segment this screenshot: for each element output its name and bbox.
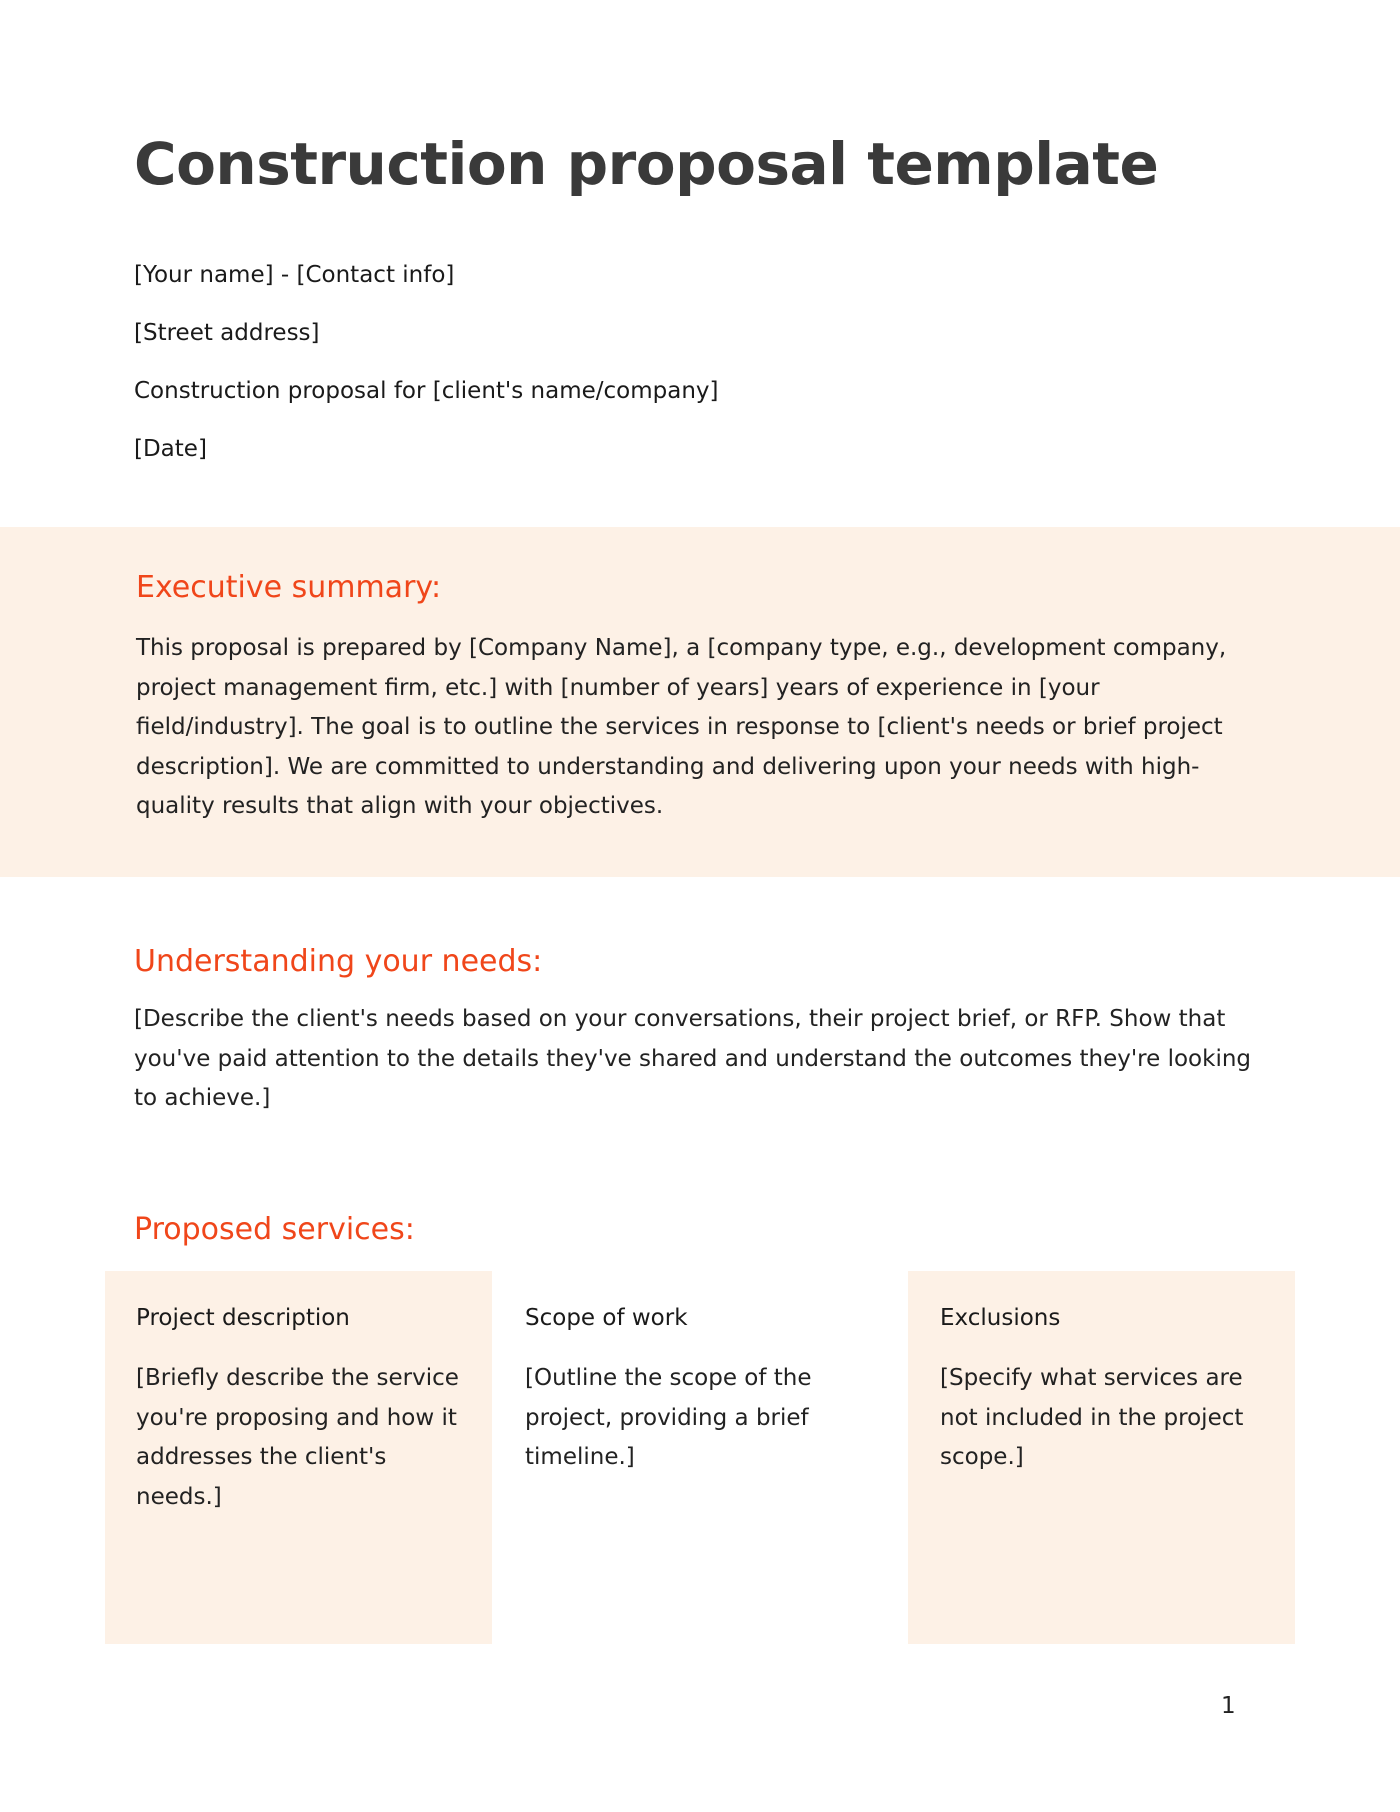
service-column-title: Exclusions [940, 1305, 1061, 1331]
proposed-services-heading: Proposed services: [134, 1212, 415, 1247]
name-contact-line: [Your name] - [Contact info] [134, 262, 455, 288]
service-column-project-description [105, 1271, 492, 1644]
service-column-body: [Briefly describe the service you're proposing and how it addresses the client's needs.] [136, 1365, 459, 1510]
date-line: [Date] [134, 436, 207, 462]
executive-summary-body: This proposal is prepared by [Company Name], a [company type, e.g., development company, project management firm, etc.] with [number of years] years of experience in [your field/industry]. The goal is to outline the services in response to [client's needs or brief project description]. We are committed to understanding and delivering upon your needs with high-quality results that align with your objectives. [136, 635, 1227, 819]
service-column-body: [Outline the scope of the project, providing a brief timeline.] [525, 1365, 812, 1470]
service-column-title: Scope of work [525, 1305, 688, 1331]
service-column-scope-of-work [492, 1271, 879, 1644]
proposal-for-line: Construction proposal for [client's name/company] [134, 378, 719, 404]
page-number: 1 [1221, 1693, 1236, 1719]
understanding-needs-body: [Describe the client's needs based on your conversations, their project brief, or RFP. Show that you've paid attention to the details they've shared and understand the outcomes they're looking to achieve.] [134, 1006, 1252, 1111]
service-column-exclusions [908, 1271, 1295, 1644]
understanding-needs-heading: Understanding your needs: [134, 944, 543, 979]
service-column-body: [Specify what services are not included in the project scope.] [940, 1365, 1244, 1470]
document-title: Construction proposal template [134, 130, 1159, 198]
executive-summary-heading: Executive summary: [136, 570, 442, 605]
street-address-line: [Street address] [134, 320, 320, 346]
service-column-title: Project description [136, 1305, 350, 1331]
